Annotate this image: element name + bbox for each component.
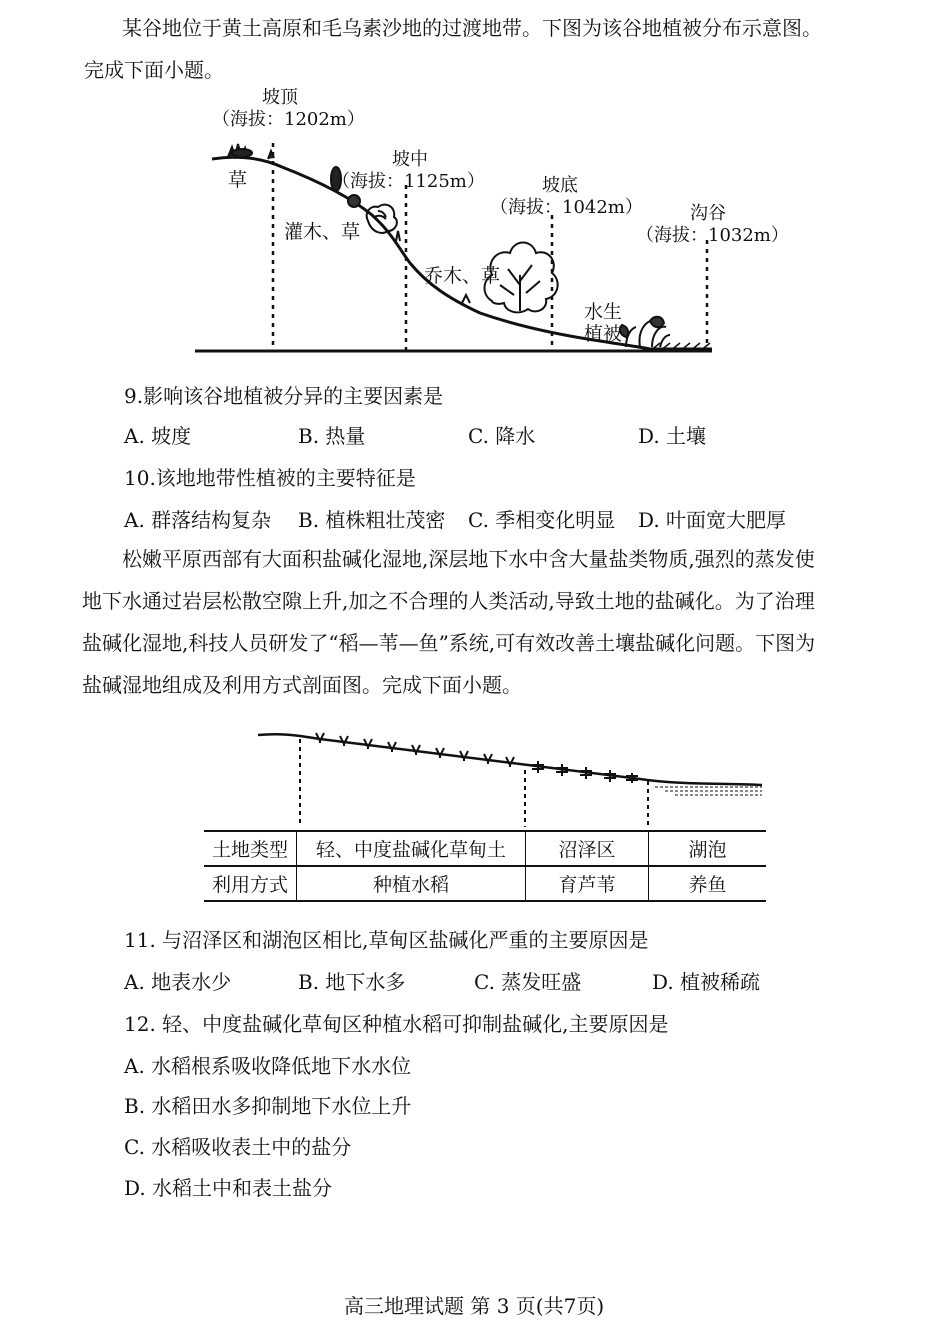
page-footer: 高三地理试题 第 3 页(共7页) [344, 1294, 605, 1318]
q11-option-a: A. 地表水少 [124, 970, 232, 994]
q11-option-c: C. 蒸发旺盛 [474, 970, 582, 994]
q9-option-d: D. 土壤 [638, 424, 707, 448]
intro2-line1: 松嫩平原西部有大面积盐碱化湿地,深层地下水中含大量盐类物质,强烈的蒸发使 [122, 547, 815, 571]
lake-water-lines [655, 787, 762, 795]
intro1-line1: 某谷地位于黄土高原和毛乌素沙地的过渡地带。下图为该谷地植被分布示意图。 [122, 16, 822, 40]
q9-stem: 9.影响该谷地植被分异的主要因素是 [124, 384, 444, 408]
q12-option-d: D. 水稻土中和表土盐分 [124, 1176, 333, 1200]
point-mid-name: 坡中 [392, 149, 428, 170]
row2-marsh: 育芦苇 [526, 866, 649, 901]
reed-plant-icon [532, 761, 638, 783]
q9-option-c: C. 降水 [468, 424, 536, 448]
q11-option-b: B. 地下水多 [298, 970, 406, 994]
row1-header: 土地类型 [204, 831, 297, 866]
point-valley-name: 沟谷 [690, 203, 726, 224]
row1-lake: 湖泡 [649, 831, 767, 866]
q10-option-d: D. 叶面宽大肥厚 [638, 508, 787, 532]
row1-marsh: 沼泽区 [526, 831, 649, 866]
table-row [204, 866, 766, 901]
aquatic-plant-icon [620, 317, 670, 347]
point-mid-alt: （海拔：1125m） [332, 171, 485, 192]
row2-meadow: 种植水稻 [297, 866, 526, 901]
q12-stem: 12. 轻、中度盐碱化草甸区种植水稻可抑制盐碱化,主要原因是 [124, 1012, 669, 1036]
row2-header: 利用方式 [204, 866, 297, 901]
q9-option-a: A. 坡度 [124, 424, 192, 448]
q12-option-a: A. 水稻根系吸收降低地下水水位 [124, 1054, 412, 1078]
q10-stem: 10.该地地带性植被的主要特征是 [124, 466, 416, 490]
vegetation-profile-drawing [0, 85, 950, 375]
q9-option-b: B. 热量 [298, 424, 366, 448]
intro2-line3: 盐碱化湿地,科技人员研发了“稻—苇—鱼”系统,可有效改善土壤盐碱化问题。下图为 [82, 631, 816, 655]
zone-shrub-grass: 灌木、草 [284, 221, 361, 243]
zone-aquatic-1: 水生 [584, 301, 623, 323]
grass-top-icon [228, 144, 274, 159]
zone-tree-grass: 乔木、草 [424, 265, 501, 287]
row2-lake: 养鱼 [649, 866, 767, 901]
wetland-profile-figure [0, 715, 950, 835]
q11-option-d: D. 植被稀疏 [652, 970, 761, 994]
intro2-line2: 地下水通过岩层松散空隙上升,加之不合理的人类活动,导致土地的盐碱化。为了治理 [82, 589, 815, 613]
q12-option-c: C. 水稻吸收表土中的盐分 [124, 1135, 352, 1159]
q10-option-b: B. 植株粗壮茂密 [298, 508, 446, 532]
intro1-line2: 完成下面小题。 [84, 58, 224, 82]
intro2-line4: 盐碱湿地组成及利用方式剖面图。完成下面小题。 [82, 673, 522, 697]
q10-option-c: C. 季相变化明显 [468, 508, 616, 532]
q10-option-a: A. 群落结构复杂 [124, 508, 272, 532]
point-bottom-name: 坡底 [542, 175, 578, 196]
point-top-name: 坡顶 [262, 87, 298, 108]
q11-stem: 11. 与沼泽区和湖泡区相比,草甸区盐碱化严重的主要原因是 [124, 928, 649, 952]
row1-meadow: 轻、中度盐碱化草甸土 [297, 831, 526, 866]
wetland-surface-line [258, 734, 762, 785]
point-top-alt: （海拔：1202m） [212, 109, 365, 130]
wetland-profile-drawing [0, 715, 950, 835]
q12-option-b: B. 水稻田水多抑制地下水位上升 [124, 1094, 412, 1118]
point-valley-alt: （海拔：1032m） [636, 225, 789, 246]
point-bottom-alt: （海拔：1042m） [490, 197, 643, 218]
wetland-table [204, 830, 766, 902]
zone-grass: 草 [228, 169, 248, 191]
rice-plant-icon [316, 733, 514, 767]
vegetation-profile-figure [0, 85, 950, 375]
table-row [204, 831, 766, 866]
zone-aquatic-2: 植被 [584, 323, 623, 345]
